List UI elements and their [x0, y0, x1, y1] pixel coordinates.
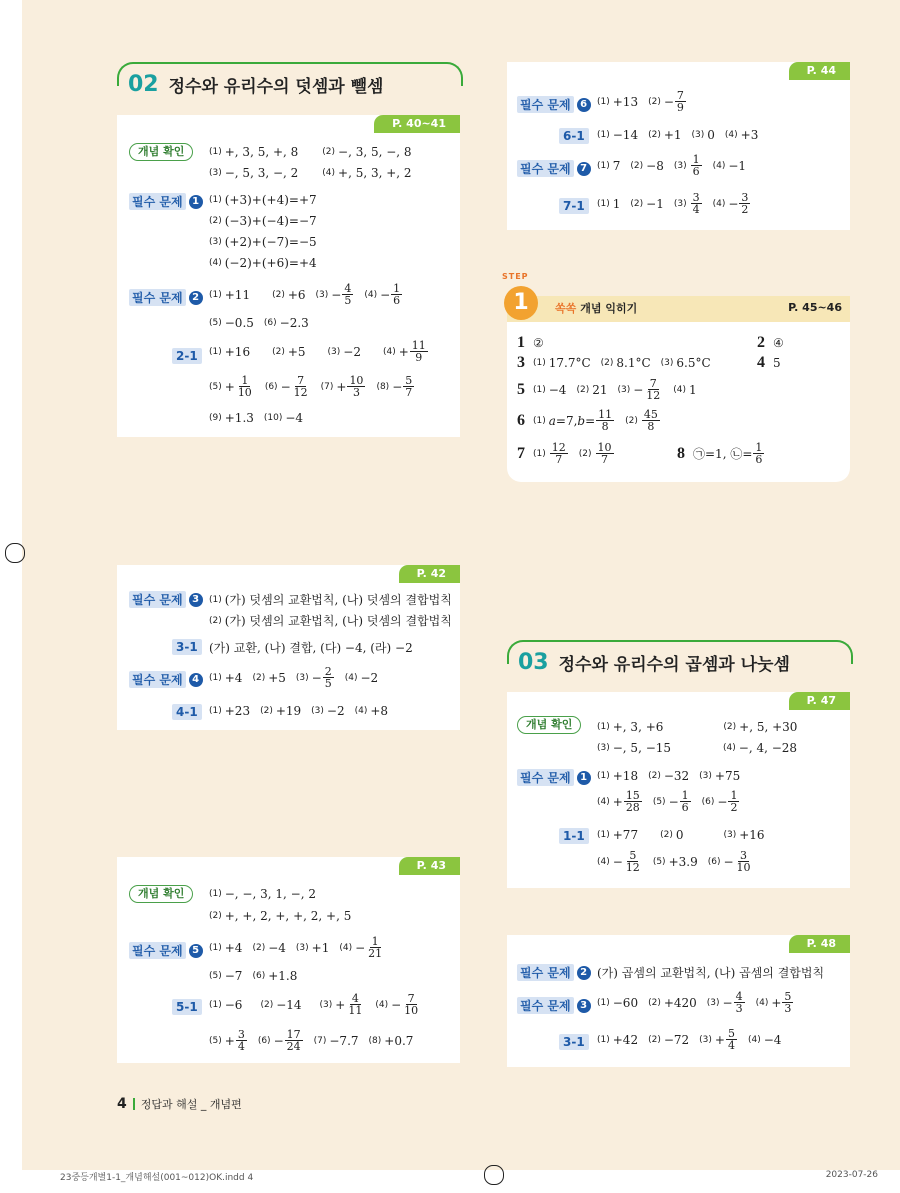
answer-row: 3 (1) 17.7°C (2) 8.1°C (3) 6.5°C — [517, 354, 711, 371]
sub-label-3-1: 3-1 — [172, 639, 202, 655]
page-tag: P. 44 — [789, 62, 850, 80]
answer-row: (1) +, 3, +6 (2) +, 5, +30 — [597, 720, 798, 734]
answer-row: (1) +4 (2) −4 (3) +1 (4) − $\frac{1}{21}$ — [209, 935, 383, 960]
answer-row: (가) 곱셈의 교환법칙, (나) 곱셈의 결합법칙 — [597, 966, 825, 980]
answer-box-p48 — [507, 935, 850, 1067]
concept-label: 개념 확인 — [129, 885, 193, 903]
must-label-3: 필수 문제 3 — [129, 591, 203, 608]
section-title-03: 03 정수와 유리수의 곱셈과 나눗셈 — [518, 650, 790, 675]
print-date: 2023-07-26 — [825, 1170, 878, 1180]
answer-row: (2) (가) 덧셈의 교환법칙, (나) 덧셈의 결합법칙 — [209, 614, 452, 628]
concept-label: 개념 확인 — [517, 716, 581, 734]
answer-row: (9) +1.3 (10) −4 — [209, 411, 304, 425]
answer-row: (1) −6 (2) −14 (3) + $\frac{4}{11}$ (4) − $\frac{7}{10}$ — [209, 992, 419, 1017]
page-tag: P. 43 — [399, 857, 460, 875]
answer-row: (1) +42 (2) −72 (3) + $\frac{5}{4}$ (4) −4 — [597, 1027, 782, 1052]
answer-row: (4) + $\frac{15}{28}$ (5) − $\frac{1}{6}$ (6) − $\frac{1}{2}$ — [597, 789, 738, 814]
answer-box-p42 — [117, 565, 460, 730]
answer-row: (2) (−3)+(−4)=−7 — [209, 214, 317, 228]
answer-row: (1) −14 (2) +1 (3) 0 (4) +3 — [597, 128, 759, 142]
sub-label-7-1: 7-1 — [559, 198, 589, 214]
answer-box-p47 — [507, 692, 850, 888]
step-label: STEP — [502, 272, 529, 281]
step-title: 쏙쏙 개념 익히기 — [555, 302, 638, 315]
answer-box-p44 — [507, 62, 850, 230]
answer-row: (1) −60 (2) +420 (3) − $\frac{4}{3}$ (4) + $\frac{5}{3}$ — [597, 990, 792, 1015]
answer-row: (4) − $\frac{5}{12}$ (5) +3.9 (6) − $\frac{3}{10}$ — [597, 849, 751, 874]
must-label-1: 필수 문제 1 — [129, 193, 203, 210]
answer-row: (3) (+2)+(−7)=−5 — [209, 235, 317, 249]
answer-box-p40 — [117, 115, 460, 437]
answer-row: (3) −, 5, 3, −, 2 (4) +, 5, 3, +, 2 — [209, 166, 412, 180]
must-label-7: 필수 문제 7 — [517, 160, 591, 177]
page-tag: P. 45~46 — [788, 301, 842, 314]
must-label-5: 필수 문제 5 — [129, 942, 203, 959]
answer-row: 4 5 — [757, 354, 781, 371]
sub-label-6-1: 6-1 — [559, 128, 589, 144]
answer-row: (1) +23 (2) +19 (3) −2 (4) +8 — [209, 704, 389, 718]
sub-label-1-1: 1-1 — [559, 828, 589, 844]
answer-row: (1) −, −, 3, 1, −, 2 — [209, 887, 316, 901]
answer-row: (2) +, +, 2, +, +, 2, +, 5 — [209, 909, 352, 923]
section-title-02: 02 정수와 유리수의 덧셈과 뺄셈 — [128, 72, 384, 97]
file-name: 23중등개별1-1_개념해설(001~012)OK.indd 4 — [60, 1173, 254, 1183]
answer-row: (5) −7 (6) +1.8 — [209, 969, 298, 983]
answer-row: 5 (1) −4 (2) 21 (3) − $\frac{7}{12}$ (4) 1 — [517, 377, 697, 402]
answer-row: 2 ④ — [757, 334, 784, 351]
answer-box-p43 — [117, 857, 460, 1063]
registration-mark — [5, 543, 25, 563]
answer-row: 7 (1) $\frac{12}{7}$ (2) $\frac{10}{7}$ — [517, 441, 612, 466]
answer-row: (1) 7 (2) −8 (3) $\frac{1}{6}$ (4) −1 — [597, 153, 747, 178]
answer-row: 1 ② — [517, 334, 544, 351]
must-label-2: 필수 문제 2 — [517, 964, 591, 981]
answer-row: 8 ㉠=1, ㉡= $\frac{1}{6}$ — [677, 441, 763, 466]
answer-row: (1) +13 (2) − $\frac{7}{9}$ — [597, 89, 684, 114]
answer-row: (5) −0.5 (6) −2.3 — [209, 316, 309, 330]
sub-label-3-1: 3-1 — [559, 1034, 589, 1050]
answer-row: (1) (+3)+(+4)=+7 — [209, 193, 317, 207]
answer-row: (1) (가) 덧셈의 교환법칙, (나) 덧셈의 결합법칙 — [209, 593, 452, 607]
answer-row: (4) (−2)+(+6)=+4 — [209, 256, 317, 270]
answer-row: (1) 1 (2) −1 (3) $\frac{3}{4}$ (4) − $\frac{3}{2}$ — [597, 191, 749, 216]
answer-row: (1) +4 (2) +5 (3) − $\frac{2}{5}$ (4) −2 — [209, 665, 379, 690]
concept-label: 개념 확인 — [129, 143, 193, 161]
answer-row: (1) +77 (2) 0 (3) +16 — [597, 828, 765, 842]
answer-row: (1) +16 (2) +5 (3) −2 (4) + $\frac{11}{9}$ — [209, 339, 426, 364]
answer-row: (1) +, 3, 5, +, 8 (2) −, 3, 5, −, 8 — [209, 145, 412, 159]
must-label-1: 필수 문제 1 — [517, 769, 591, 786]
answer-row: (1) +11 (2) +6 (3) − $\frac{4}{5}$ (4) − $\frac{1}{6}$ — [209, 282, 401, 307]
answer-row: (5) + $\frac{3}{4}$ (6) − $\frac{17}{24}$ (7) −7.7 (8) +0.7 — [209, 1028, 414, 1053]
page-tag: P. 40~41 — [374, 115, 460, 133]
sub-label-5-1: 5-1 — [172, 999, 202, 1015]
answer-row: (1) +18 (2) −32 (3) +75 — [597, 769, 741, 783]
page-tag: P. 48 — [789, 935, 850, 953]
must-label-3: 필수 문제 3 — [517, 997, 591, 1014]
must-label-2: 필수 문제 2 — [129, 289, 203, 306]
registration-mark — [484, 1165, 504, 1185]
must-label-4: 필수 문제 4 — [129, 671, 203, 688]
answer-row: (가) 교환, (나) 결합, (다) −4, (라) −2 — [209, 641, 413, 655]
answer-row: (3) −, 5, −15 (4) −, 4, −28 — [597, 741, 798, 755]
sub-label-4-1: 4-1 — [172, 704, 202, 720]
page-tag: P. 47 — [789, 692, 850, 710]
must-label-6: 필수 문제 6 — [517, 96, 591, 113]
answer-row: 6 (1) a =7, b = $\frac{11}{8}$ (2) $\frac{45}{8}$ — [517, 408, 658, 433]
step-number-badge: 1 — [504, 286, 538, 320]
page-footer: 4 정답과 해설 _ 개념편 — [117, 1096, 242, 1112]
sub-label-2-1: 2-1 — [172, 348, 202, 364]
answer-row: (5) + $\frac{1}{10}$ (6) − $\frac{7}{12}$ (7) + $\frac{10}{3}$ (8) − $\frac{5}{7}$ — [209, 374, 413, 399]
answer-box-p45 — [507, 296, 850, 482]
page-tag: P. 42 — [399, 565, 460, 583]
